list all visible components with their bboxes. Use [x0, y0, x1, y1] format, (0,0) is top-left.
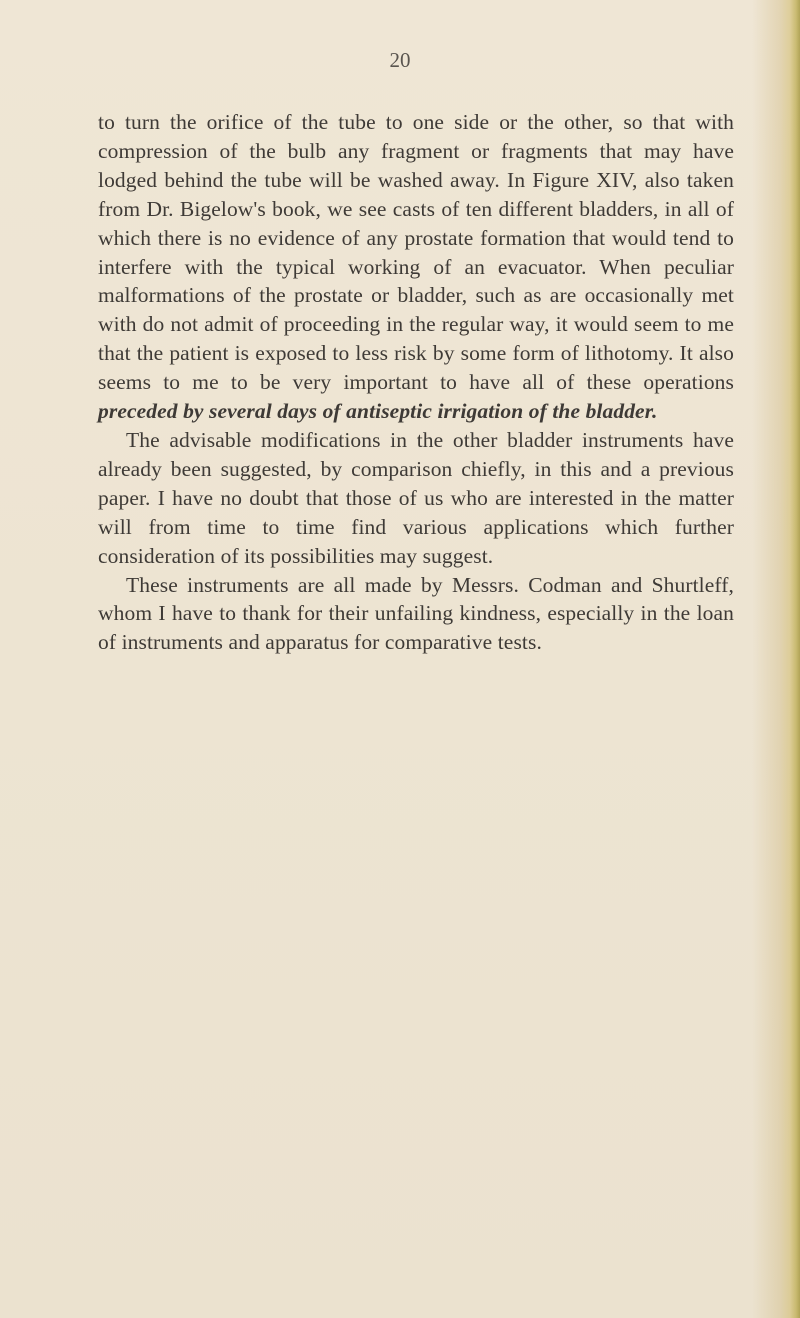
page-edge-shadow: [790, 0, 800, 1318]
paragraph-1-text: to turn the orifice of the tube to one side or the other, so that with compression of the bulb any fragment or fragments that may have lodged behind the tube will be washed away. In Figure XIV, also taken from Dr. Bigelow's book, we see casts of ten different bladders, in all of which there is no evidence of any prostate formation that would tend to interfere with the typical working of an evacuator. When peculiar malformations of the prostate or bladder, such as are occasionally met with do not admit of proceeding in the regular way, it would seem to me that the patient is exposed to less risk by some form of lithotomy. It also seems to me to be very important to have all of these operations: [98, 110, 734, 395]
page-number: 20: [389, 48, 411, 72]
body-text: [98, 108, 734, 657]
paragraph-3: These instruments are all made by Messrs. Codman and Shurtleff, whom I have to thank for their unfailing kindness, especially in the loan of instruments and apparatus for comparative tests.: [98, 572, 734, 655]
paragraph-2: The advisable modifications in the other bladder instruments have already been suggested, by comparison chiefly, in this and a previous paper. I have no doubt that those of us who are interested in the matter will from time to time find various applications which further consideration of its possibilities may suggest.: [98, 427, 734, 568]
paragraph-1: [98, 108, 734, 426]
paragraph-1-emphasis: preceded by several days of antiseptic irrigation of the bladder.: [98, 399, 658, 424]
